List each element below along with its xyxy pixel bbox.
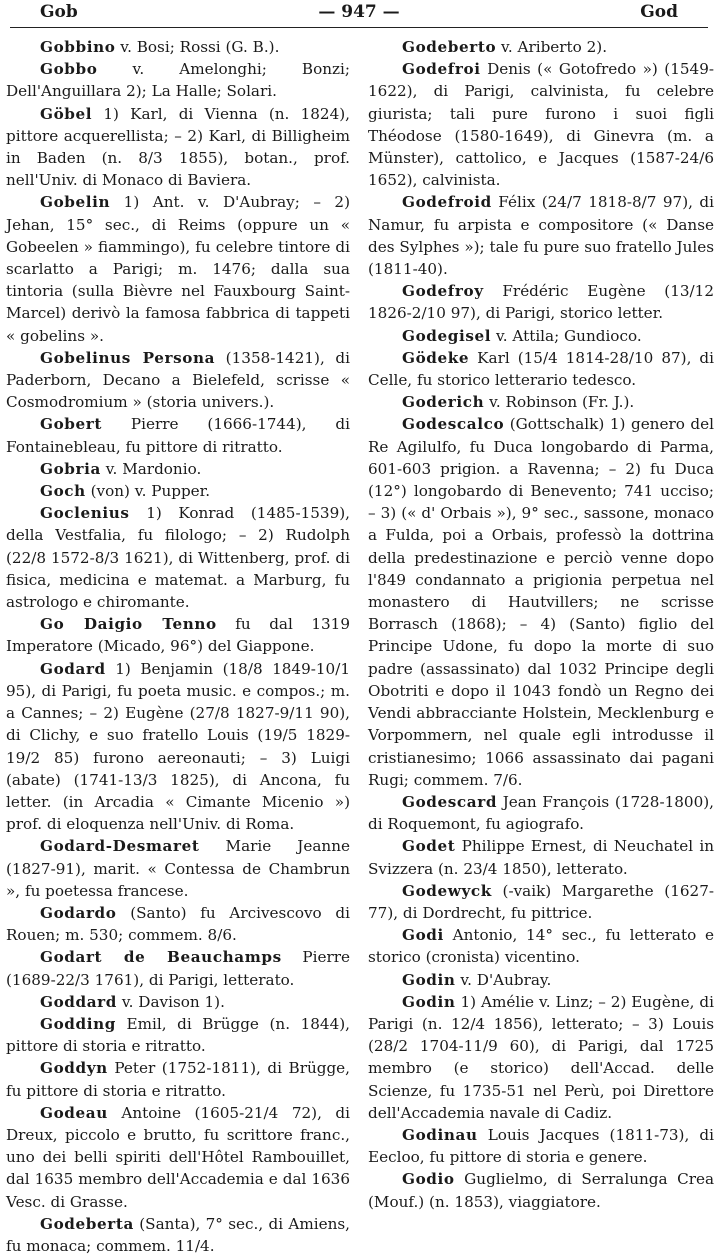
dictionary-entry — [6, 502, 350, 613]
entry-text: 1) Ant. v. D'Aubray; – 2) Jehan, 15° sec., di Reims (oppure un « Gobeelen » fiammingo), fu celebre tintore di scarlatto a Parigi; m. 1476; dalla sua tintoria (sulla Bièvre nel Fauxbourg Saint-Marcel) derivò la famosa fabbrica di tappeti « gobelins ». — [6, 193, 350, 345]
dictionary-entry — [6, 36, 350, 58]
entry-headword: Godeau — [40, 1103, 108, 1122]
entry-text: (Gottschalk) 1) genero del Re Agilulfo, fu Duca longobardo di Parma, 601-603 prigion. a Ravenna; – 2) fu Duca (12°) longobardo di Benevento; 741 ucciso; – 3) (« d' Orbais »), 9° sec., sassone, monaco a Fulda, poi a Orbais, professò la dottrina della predestinazione e perciò venne dopo l'849 condannato a prigionia perpetua nel monastero di Hautvillers; ne scrisse Borrasch (1868); – 4) (Santo) figlio del Principe Udone, fu dopo la morte di suo padre (assassinato) dal 1032 Principe degli Obotriti e dopo il 1043 fondò un Regno dei Vendi abbracciante Holstein, Mecklenburg e Vorpommern, nel quale egli introdusse il cristianesimo; 1066 assassinato dai pagani Rugi; commem. 7/6. — [368, 415, 714, 789]
entry-headword: Godardo — [40, 903, 117, 922]
dictionary-entry — [368, 325, 714, 347]
dictionary-entry — [368, 835, 714, 879]
entry-text: (von) v. Pupper. — [85, 482, 211, 501]
entry-headword: Godefroid — [402, 193, 492, 212]
dictionary-entry — [368, 280, 714, 324]
header-left: Gob — [40, 2, 78, 22]
page-number: — 947 — — [318, 2, 400, 22]
dictionary-entry — [368, 391, 714, 413]
entry-headword: Godard-Desmaret — [40, 837, 200, 856]
dictionary-entry — [6, 413, 350, 457]
entry-headword: Göbel — [40, 104, 93, 123]
entry-text: Antonio, 14° sec., fu letterato e storico (cronista) vicentino. — [368, 926, 714, 967]
entry-headword: Godinau — [402, 1125, 478, 1144]
entry-text: 1) Karl, di Vienna (n. 1824), pittore acquerellista; – 2) Karl, di Billigheim in Baden (n. 8/3 1855), botan., prof. nell'Univ. di Monaco di Baviera. — [6, 104, 350, 190]
left-column — [6, 36, 350, 1257]
entry-text: Félix (24/7 1818-8/7 97), di Namur, fu arpista e compositore (« Danse des Sylphes »); tale fu pure suo fratello Jules (1811-40). — [368, 193, 714, 279]
dictionary-entry — [368, 924, 714, 968]
entry-text: (1358-1421), di Paderborn, Decano a Bielefeld, scrisse « Cosmodromium » (storia univers.). — [6, 348, 350, 412]
entry-headword: Godewyck — [402, 881, 492, 900]
dictionary-entry — [6, 1102, 350, 1213]
entry-headword: Go Daigio Tenno — [40, 615, 217, 634]
dictionary-entry — [6, 613, 350, 657]
dictionary-entry — [6, 902, 350, 946]
dictionary-entry — [6, 991, 350, 1013]
entry-text: fu dal 1319 Imperatore (Micado, 96°) del Giappone. — [6, 615, 350, 656]
entry-headword: Gobbino — [40, 38, 116, 56]
dictionary-entry — [6, 480, 350, 502]
dictionary-entry — [368, 36, 714, 58]
entry-text: v. Robinson (Fr. J.). — [484, 393, 635, 412]
entry-text: Peter (1752-1811), di Brügge, fu pittore di storia e ritratto. — [6, 1059, 350, 1100]
entry-text: 1) Benjamin (18/8 1849-10/1 95), di Parigi, fu poeta music. e compos.; m. a Cannes; – 2) Eugène (27/8 1827-9/11 90), di Clichy, e suo fratello Louis (19/5 1829-19/2 85) furono aereonauti; – 3) Luigi (abate) (1741-13/3 1825), di Ancona, fu letter. (in Arcadia « Cimante Micenio ») prof. di eloquenza nell'Univ. di Roma. — [6, 659, 350, 834]
dictionary-entry — [6, 835, 350, 902]
dictionary-entry — [6, 658, 350, 836]
entry-headword: Godard — [40, 659, 106, 678]
dictionary-entry — [368, 969, 714, 991]
entry-text: Karl (15/4 1814-28/10 87), di Celle, fu storico letterario tedesco. — [368, 348, 714, 390]
entry-headword: Goclenius — [40, 504, 130, 523]
entry-text: Denis (« Gotofredo ») (1549-1622), di Parigi, calvinista, fu celebre giurista; tali pure furono i suoi figli Théodose (1580-1649), di Ginevra (m. a Münster), cattolico, e Jacques (1587-24/6 1652), calvinista. — [368, 60, 714, 190]
dictionary-entry — [368, 791, 714, 835]
dictionary-entry — [368, 413, 714, 790]
entry-text: v. Amelonghi; Bonzi; Dell'Anguillara 2); La Halle; Solari. — [6, 60, 350, 101]
entry-headword: Godet — [402, 837, 456, 856]
entry-headword: Goddard — [40, 992, 118, 1011]
entry-text: v. Bosi; Rossi (G. B.). — [115, 38, 280, 56]
entry-text: Antoine (1605-21/4 72), di Dreux, piccolo e brutto, fu scrittore franc., uno dei belli spiriti dell'Hôtel Rambouillet, dal 1635 membro dell'Accademia e dal 1636 Vesc. di Grasse. — [6, 1103, 350, 1211]
entry-headword: Godescard — [402, 792, 498, 811]
entry-text: Marie Jeanne (1827-91), marit. « Contessa de Chambrun », fu poetessa francese. — [6, 837, 350, 900]
entry-headword: Godeberto — [402, 38, 497, 56]
entry-headword: Gobert — [40, 415, 102, 434]
dictionary-entry — [6, 191, 350, 346]
entry-headword: Godi — [402, 926, 444, 945]
entry-text: v. Ariberto 2). — [496, 38, 608, 56]
entry-text: Jean François (1728-1800), di Roquemont, fu agiografo. — [368, 792, 714, 834]
entry-headword: Godegisel — [402, 326, 492, 345]
header-rule — [10, 27, 708, 28]
dictionary-entry — [6, 1013, 350, 1057]
dictionary-entry — [368, 1168, 714, 1212]
entry-text: 1) Konrad (1485-1539), della Vestfalia, fu filologo; – 2) Rudolph (22/8 1572-8/3 1621), di Wittenberg, prof. di fisica, medicina e matemat. a Marburg, fu astrologo e chiromante. — [6, 504, 350, 612]
entry-text: (-vaik) Margarethe (1627-77), di Dordrecht, fu pittrice. — [368, 881, 714, 922]
entry-text: v. Attila; Gundioco. — [491, 326, 642, 345]
dictionary-entry — [6, 347, 350, 414]
dictionary-entry — [368, 991, 714, 1124]
entry-text: Emil, di Brügge (n. 1844), pittore di storia e ritratto. — [6, 1014, 350, 1056]
dictionary-entry — [6, 1213, 350, 1257]
entry-headword: Gobbo — [40, 60, 98, 79]
entry-text: (Santa), 7° sec., di Amiens, fu monaca; commem. 11/4. — [6, 1214, 350, 1255]
page-header — [10, 2, 708, 24]
entry-text: 1) Amélie v. Linz; – 2) Eugène, di Parigi (n. 12/4 1856), letterato; – 3) Louis (28/2 1704-11/9 60), di Parigi, dal 1725 membro (e storico) dell'Accad. delle Scienze, fu 1735-51 nel Perù, poi Direttore dell'Accademia navale di Cadiz. — [368, 992, 714, 1122]
dictionary-entry — [368, 347, 714, 391]
entry-text: v. Mardonio. — [100, 459, 202, 478]
dictionary-entry — [6, 58, 350, 102]
entry-headword: Godescalco — [402, 415, 505, 434]
entry-headword: Godin — [402, 970, 456, 989]
entry-headword: Gobria — [40, 459, 101, 478]
dictionary-entry — [6, 1057, 350, 1101]
entry-headword: Gödeke — [402, 348, 470, 367]
dictionary-entry — [6, 458, 350, 480]
dictionary-entry — [368, 1124, 714, 1168]
entry-headword: Godeberta — [40, 1214, 134, 1233]
entry-headword: Goddyn — [40, 1059, 108, 1078]
entry-text: (Santo) fu Arcivescovo di Rouen; m. 530; commem. 8/6. — [6, 903, 350, 945]
entry-headword: Godding — [40, 1014, 116, 1033]
dictionary-entry — [368, 880, 714, 924]
dictionary-entry — [6, 946, 350, 990]
entry-text: v. Davison 1). — [117, 992, 225, 1011]
entry-text: Pierre (1666-1744), di Fontainebleau, fu pittore di ritratto. — [6, 415, 350, 456]
entry-headword: Gobelinus Persona — [40, 348, 216, 367]
entry-headword: Godin — [402, 992, 456, 1011]
entry-text: v. D'Aubray. — [455, 970, 552, 989]
entry-headword: Godio — [402, 1170, 455, 1189]
entry-headword: Goch — [40, 482, 86, 501]
entry-text: Frédéric Eugène (13/12 1826-2/10 97), di Parigi, storico letter. — [368, 282, 714, 323]
entry-text: Pierre (1689-22/3 1761), di Parigi, letterato. — [6, 948, 350, 989]
header-right: God — [640, 2, 678, 22]
entry-headword: Gobelin — [40, 193, 111, 212]
entry-headword: Godefroy — [402, 282, 484, 301]
entry-text: Louis Jacques (1811-73), di Eecloo, fu pittore di storia e genere. — [368, 1125, 714, 1167]
dictionary-entry — [368, 58, 714, 191]
right-column — [368, 36, 714, 1213]
dictionary-entry — [6, 103, 350, 192]
dictionary-entry — [368, 191, 714, 280]
entry-headword: Goderich — [402, 393, 485, 412]
entry-text: Guglielmo, di Serralunga Crea (Mouf.) (n. 1853), viaggiatore. — [368, 1170, 714, 1211]
entry-headword: Godefroi — [402, 60, 481, 79]
entry-headword: Godart de Beauchamps — [40, 948, 282, 967]
entry-text: Philippe Ernest, di Neuchatel in Svizzera (n. 23/4 1850), letterato. — [368, 837, 714, 878]
